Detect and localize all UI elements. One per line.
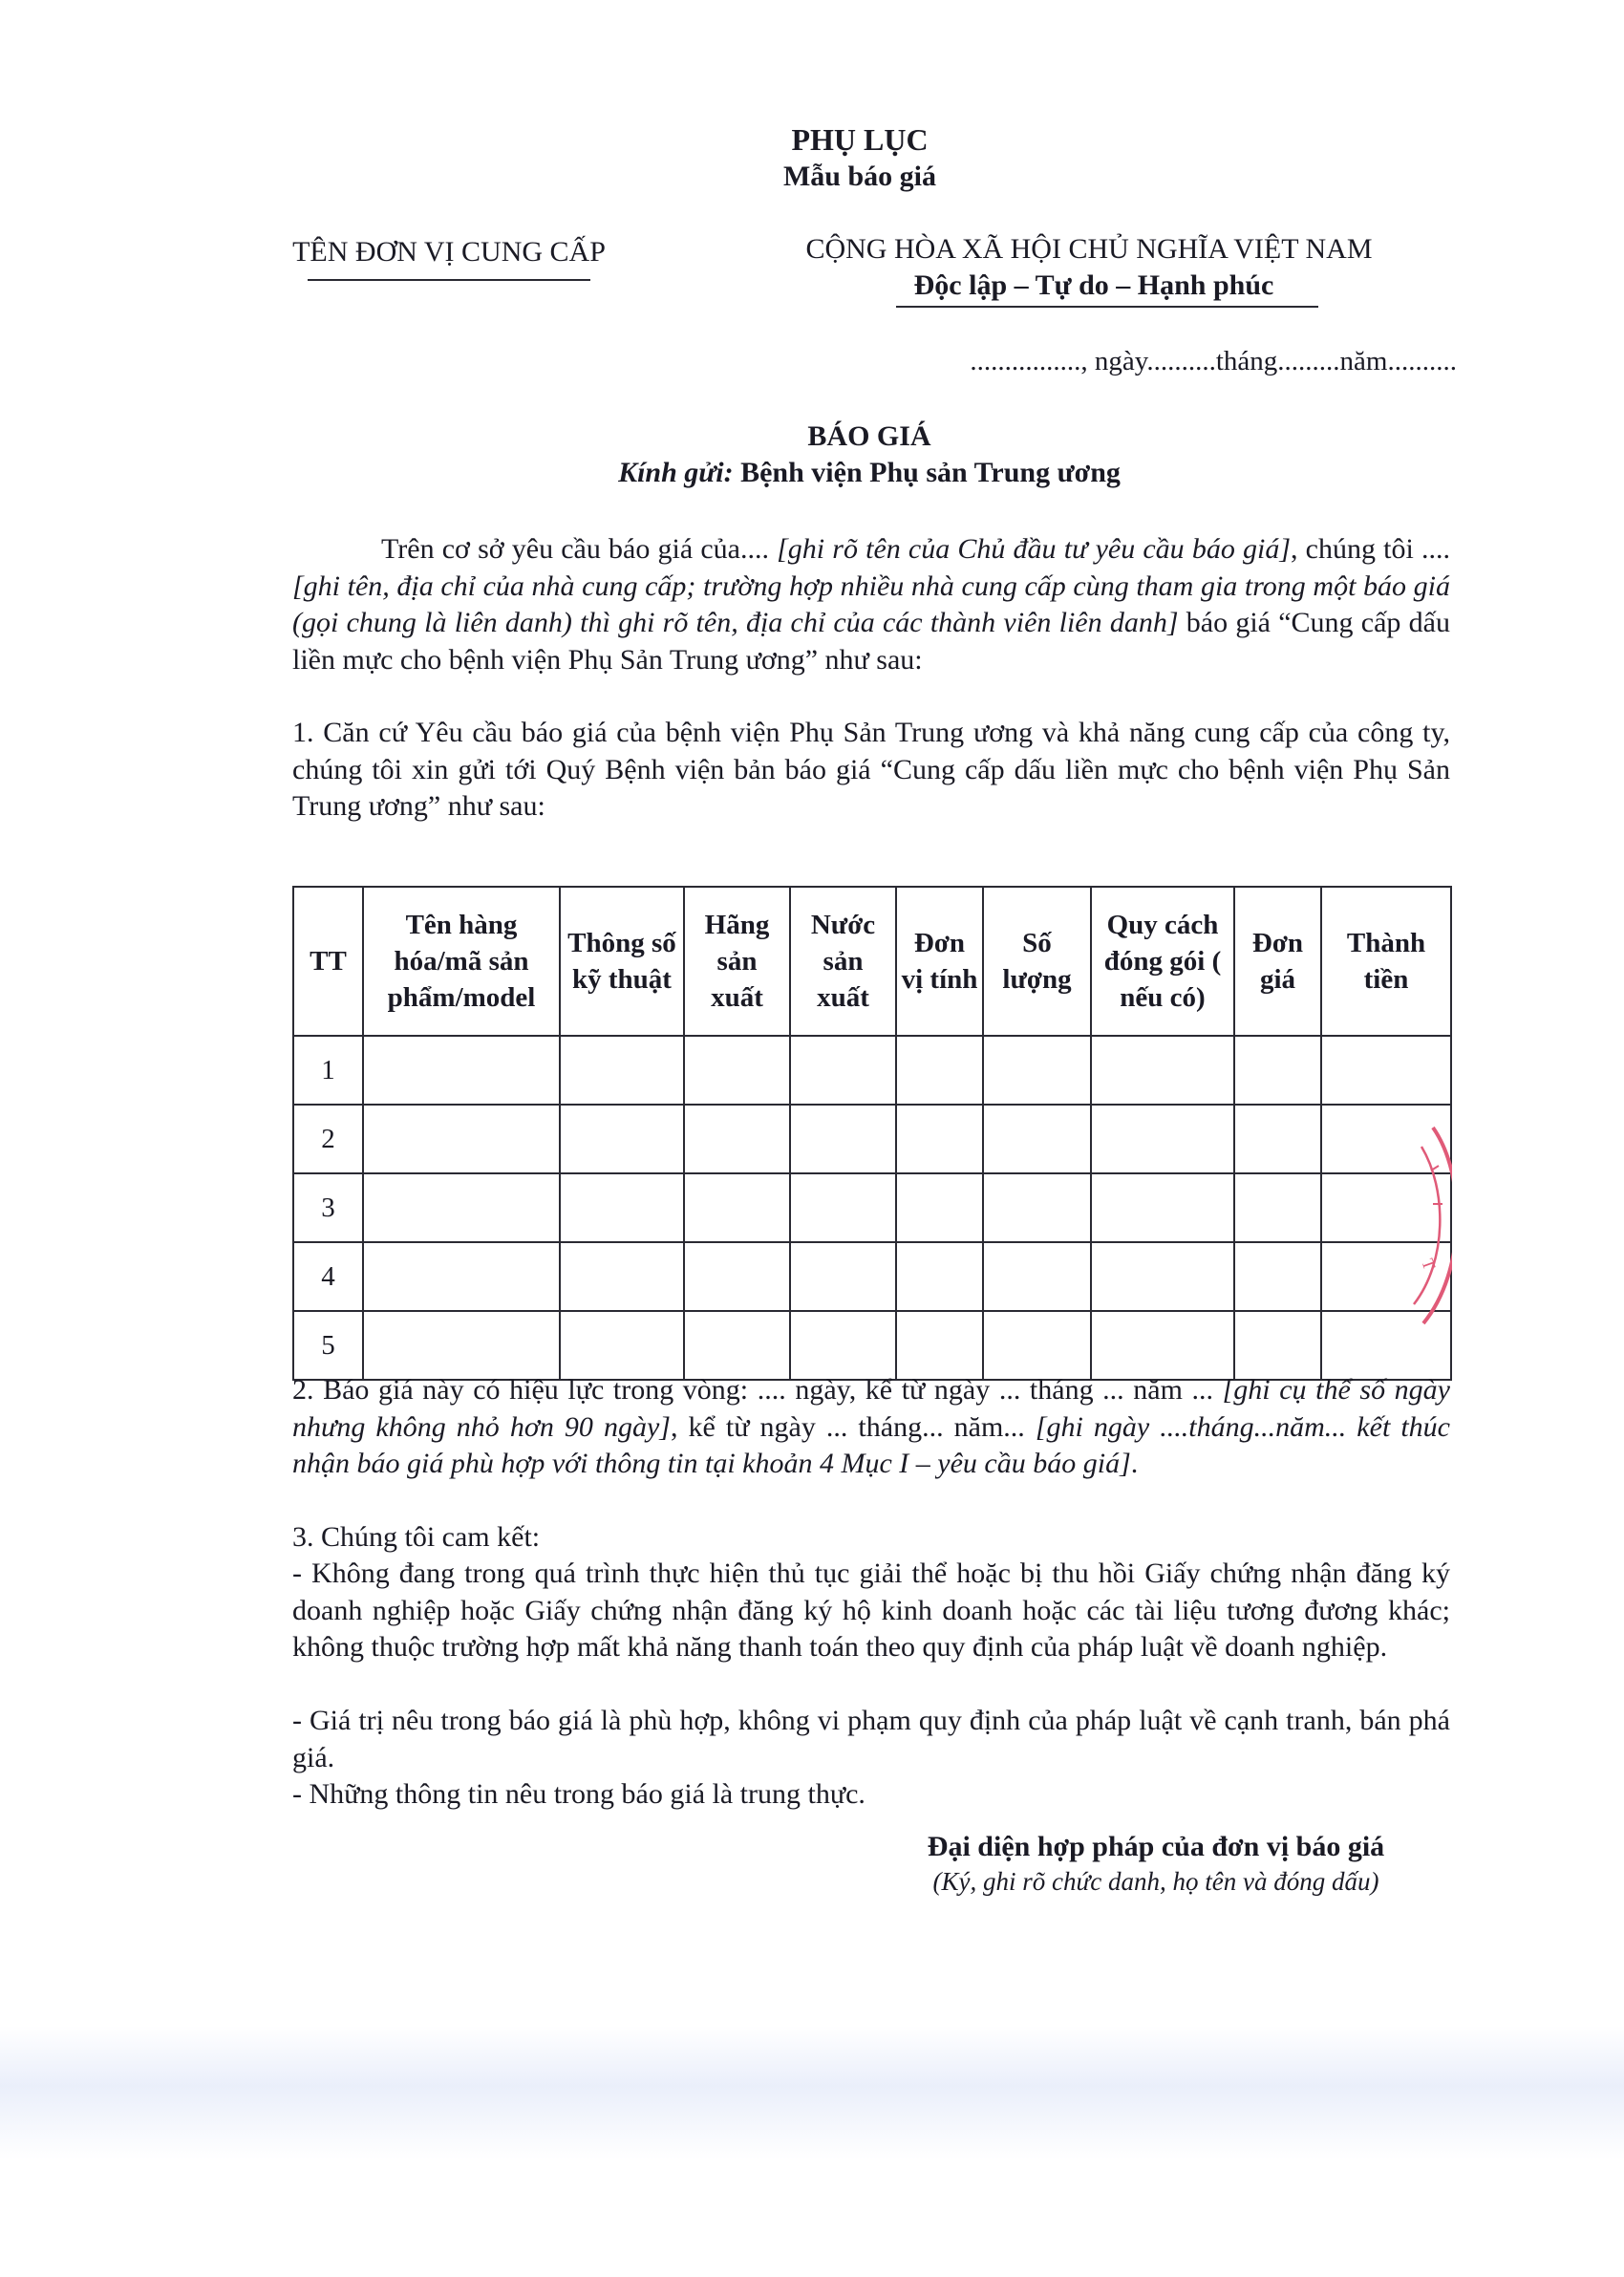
col-header-quantity: Số lượng <box>983 887 1091 1036</box>
country-name: CỘNG HÒA XÃ HỘI CHỦ NGHĨA VIỆT NAM <box>805 233 1373 265</box>
intro-placeholder-requester: [ghi rõ tên của Chủ đầu tư yêu cầu báo giá] <box>777 533 1292 565</box>
appendix-subtitle: Mẫu báo giá <box>782 161 937 192</box>
validity-placeholder-days: [ghi cụ thể số ngày nhưng không nhỏ hơn 90 ngày] <box>292 1374 1450 1443</box>
col-header-product: Tên hàng hóa/mã sản phẩm/model <box>363 887 560 1036</box>
table-row <box>293 1173 1451 1242</box>
intro-text-a: Trên cơ sở yêu cầu báo giá của.... <box>381 533 778 565</box>
quote-title: BÁO GIÁ <box>807 420 931 452</box>
table-row <box>293 1036 1451 1105</box>
col-header-country: Nước sản xuất <box>790 887 896 1036</box>
col-header-manufacturer: Hãng sản xuất <box>684 887 790 1036</box>
recipient-name: Bệnh viện Phụ sản Trung ương <box>740 457 1121 488</box>
col-header-total: Thành tiền <box>1321 887 1451 1036</box>
supplier-underline <box>308 279 590 281</box>
motto-underline <box>896 306 1318 308</box>
intro-text-e: báo giá “Cung cấp dấu liền mực cho bệnh viện Phụ Sản Trung ương” như sau: <box>292 607 1450 676</box>
basis-paragraph: 1. Căn cứ Yêu cầu báo giá của bệnh viện Phụ Sản Trung ương và khả năng cung cấp của công ty, chúng tôi xin gửi tới Quý Bệnh viện bản báo giá “Cung cấp dấu liền mực cho bệnh viện Phụ Sản Trung ương” như sau: <box>292 717 1450 822</box>
col-header-unit-price: Đơn giá <box>1234 887 1321 1036</box>
table-header-row <box>293 887 1451 1036</box>
intro-placeholder-supplier: [ghi tên, địa chỉ của nhà cung cấp; trường hợp nhiều nhà cung cấp cùng tham gia trong một báo giá (gọi chung là liên danh) thì ghi rõ tên, địa chỉ của các thành viên liên danh] <box>292 569 1450 638</box>
validity-text-c: , kể từ ngày ... tháng... năm... <box>670 1410 1036 1443</box>
recipient-prefix: Kính gửi: <box>618 457 741 488</box>
commitment-item: - Không đang trong quá trình thực hiện thủ tục giải thể hoặc bị thu hồi Giấy chứng nhận đăng ký doanh nghiệp hoặc Giấy chứng nhận đăng ký hộ kinh doanh hoặc các tài liệu tương đương khác; không thuộc trường hợp mất khả năng thanh toán theo quy định của pháp luật về doanh nghiệp. <box>292 1557 1450 1663</box>
signature-note: (Ký, ghi rõ chức danh, họ tên và đóng dấu) <box>932 1867 1379 1896</box>
row-number: 4 <box>293 1242 363 1311</box>
row-number: 3 <box>293 1173 363 1242</box>
col-header-tt: TT <box>293 887 363 1036</box>
validity-text-a: 2. Báo giá này có hiệu lực trong vòng: .... ngày, kể từ ngày ... tháng ... năm ... <box>292 1374 1223 1406</box>
validity-placeholder-date: [ghi ngày ....tháng...năm... kết thúc nhận báo giá phù hợp với thông tin tại khoản 4 Mục I – yêu cầu báo giá] <box>292 1410 1450 1479</box>
row-number: 2 <box>293 1105 363 1173</box>
commitment-item: - Giá trị nêu trong báo giá là phù hợp, không vi phạm quy định của pháp luật về cạnh tranh, bán phá giá. <box>292 1705 1450 1773</box>
col-header-packaging: Quy cách đóng gói ( nếu có) <box>1091 887 1234 1036</box>
motto: Độc lập – Tự do – Hạnh phúc <box>913 269 1274 301</box>
stamp-mark <box>1376 1108 1452 1338</box>
signature-title: Đại diện hợp pháp của đơn vị báo giá <box>927 1831 1385 1862</box>
scan-shading <box>0 2026 1624 2159</box>
svg-text:T: T <box>1418 1256 1440 1273</box>
table-row <box>293 1311 1451 1380</box>
intro-text-c: , chúng tôi .... <box>1291 533 1450 565</box>
commitments-heading: 3. Chúng tôi cam kết: <box>292 1521 541 1553</box>
row-number: 5 <box>293 1311 363 1380</box>
intro-paragraph <box>292 531 1450 678</box>
date-line: ................, ngày..........tháng.........năm.......... <box>970 346 1457 376</box>
table-row <box>293 1105 1451 1173</box>
col-header-unit: Đơn vị tính <box>896 887 983 1036</box>
table-row <box>293 1242 1451 1311</box>
col-header-specs: Thông số kỹ thuật <box>560 887 684 1036</box>
validity-text-e: . <box>1130 1448 1139 1479</box>
appendix-title: PHỤ LỤC <box>791 122 929 157</box>
quote-table <box>292 886 1452 1381</box>
supplier-label: TÊN ĐƠN VỊ CUNG CẤP <box>292 236 606 268</box>
recipient-line <box>478 457 1261 489</box>
commitment-item: - Những thông tin nêu trong báo giá là trung thực. <box>292 1778 865 1810</box>
validity-paragraph <box>292 1372 1450 1483</box>
row-number: 1 <box>293 1036 363 1105</box>
